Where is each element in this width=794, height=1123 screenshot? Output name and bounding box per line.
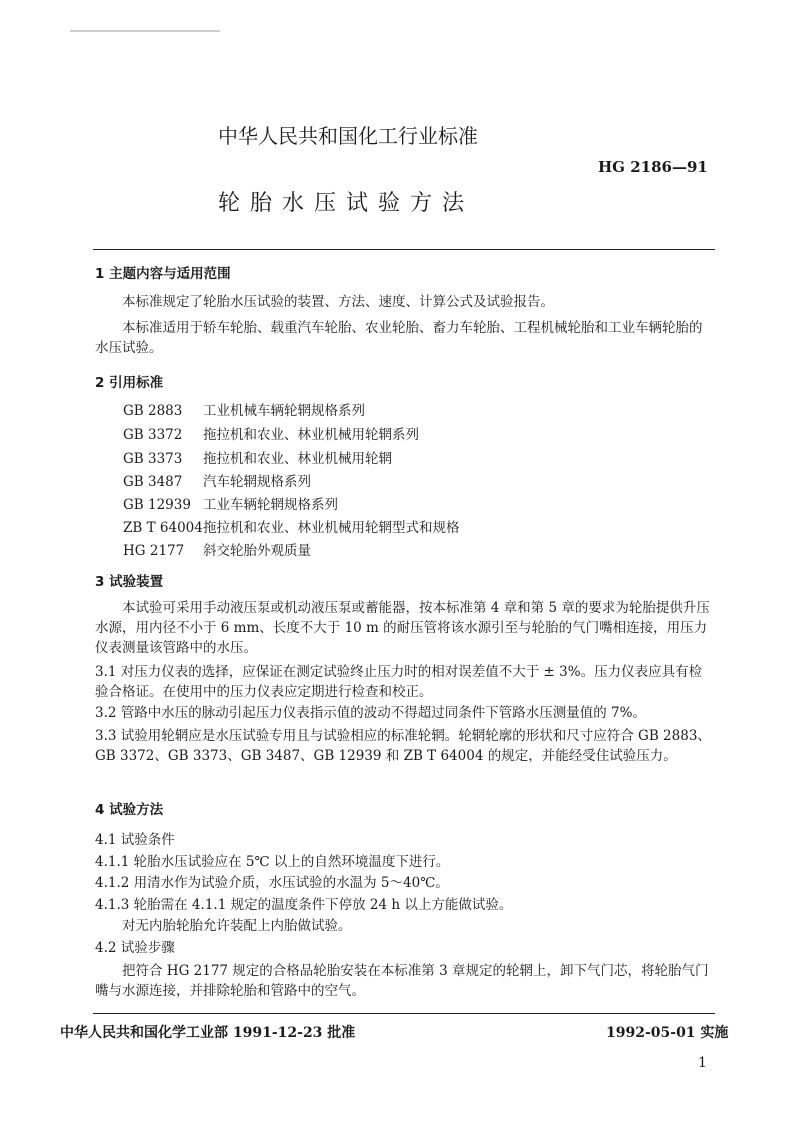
reference-title: 工业机械车辆轮辋规格系列 [203,403,365,419]
reference-title: 拖拉机和农业、林业机械用轮辋型式和规格 [203,520,460,536]
section-2-heading: 2 引用标准 [95,375,164,391]
section-1-paragraph-2: 本标准适用于轿车轮胎、载重汽车轮胎、农业轮胎、畜力车轮胎、工程机械轮胎和工业车辆轮胎的水压试验。 [95,320,703,356]
section-3-heading: 3 试验装置 [95,574,164,590]
reference-code: GB 12939 [123,497,191,513]
page-number: 1 [698,1055,707,1071]
reference-title: 拖拉机和农业、林业机械用轮辋 [203,451,392,467]
section-1-paragraph-1: 本标准规定了轮胎水压试验的装置、方法、速度、计算公式及试验报告。 [122,294,554,310]
standard-code: HG 2186—91 [598,158,708,176]
reference-item [123,449,392,469]
clause-4-1-heading: 4.1 试验条件 [95,832,175,848]
reference-code: GB 2883 [123,403,183,419]
clause-3-2: 3.2 管路中水压的脉动引起压力仪表指示值的波动不得超过同条件下管路水压测量值的 7%。 [95,705,646,721]
clause-4-2-heading: 4.2 试验步骤 [95,940,175,956]
reference-item [123,425,419,445]
reference-title: 拖拉机和农业、林业机械用轮辋系列 [203,427,419,443]
reference-item [123,495,338,515]
section-3-paragraph: 本试验可采用手动液压泵或机动液压泵或蓄能器，按本标准第 4 章和第 5 章的要求为轮胎提供升压水源，用内径不小于 6 mm、长度不大于 10 m 的耐压管将该水源引至与轮胎的气门嘴相连接，用压力仪表测量该管路中的水压。 [95,600,710,656]
reference-code: GB 3373 [123,451,183,467]
clause-4-1-2: 4.1.2 用清水作为试验介质，水压试验的水温为 5～40℃。 [95,875,449,891]
section-4-heading: 4 试验方法 [95,802,164,818]
reference-code: GB 3372 [123,427,183,443]
reference-code: HG 2177 [123,543,185,559]
section-1-heading: 1 主题内容与适用范围 [95,266,231,282]
reference-title: 工业车辆轮辋规格系列 [203,497,338,513]
standard-title: 中华人民共和国化工行业标准 [218,124,478,148]
reference-title: 斜交轮胎外观质量 [203,543,311,559]
clause-4-1-3: 4.1.3 轮胎需在 4.1.1 规定的温度条件下停放 24 h 以上方能做试验。 [95,897,513,913]
header-divider [93,249,715,250]
reference-code: ZB T 64004 [123,520,203,536]
implementation-date: 1992-05-01 实施 [606,1025,729,1041]
document-title: 轮胎水压试验方法 [218,191,475,216]
reference-item [123,472,311,492]
clause-3-3: 3.3 试验用轮辋应是水压试验专用且与试验相应的标准轮辋。轮辋轮廓的形状和尺寸应符合 GB 2883、GB 3372、GB 3373、GB 3487、GB 12939 和 ZB T 64004 的规定，并能经受住试验压力。 [95,728,711,764]
footer-divider [93,1013,715,1014]
reference-item [123,518,460,538]
reference-item [123,541,311,561]
reference-item [123,401,365,421]
clause-3-1: 3.1 对压力仪表的选择，应保证在测定试验终止压力时的相对误差值不大于 ± 3%。压力仪表应具有检验合格证。在使用中的压力仪表应定期进行检查和校正。 [95,664,703,700]
clause-4-1-3-note: 对无内胎轮胎允许装配上内胎做试验。 [122,918,352,934]
scan-artifact [70,30,220,32]
clause-4-1-1: 4.1.1 轮胎水压试验应在 5℃ 以上的自然环境温度下进行。 [95,854,450,870]
reference-title: 汽车轮辋规格系列 [203,474,311,490]
clause-4-2-paragraph: 把符合 HG 2177 规定的合格品轮胎安装在本标准第 3 章规定的轮辋上，卸下气门芯，将轮胎气门嘴与水源连接，并排除轮胎和管路中的空气。 [95,963,709,999]
approval-statement: 中华人民共和国化学工业部 1991-12-23 批准 [60,1025,356,1041]
reference-code: GB 3487 [123,474,183,490]
